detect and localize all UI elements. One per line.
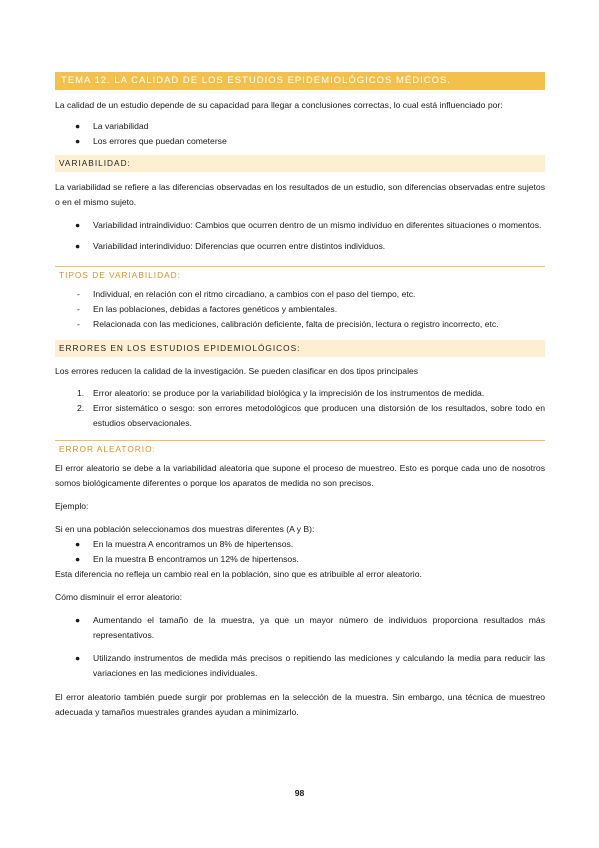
variabilidad-list <box>55 218 545 254</box>
como-list <box>55 613 545 681</box>
section-heading-variabilidad: VARIABILIDAD: <box>55 155 545 172</box>
intro-paragraph: La calidad de un estudio depende de su capacidad para llegar a conclusiones correctas, lo cual está influenciado por: <box>55 100 503 110</box>
ejemplo-intro: Si en una población seleccionamos dos muestras diferentes (A y B): <box>55 524 315 534</box>
list-item: ● Variabilidad intraindividuo: Cambios que ocurren dentro de un mismo individuo en diferentes situaciones o momentos. <box>75 220 542 230</box>
ejemplo-list <box>55 537 545 567</box>
ejemplo-label: Ejemplo: <box>55 501 89 511</box>
closing-paragraph: El error aleatorio también puede surgir por problemas en la selección de la muestra. Sin embargo, una técnica de muestreo adecuada y tamaños muestrales grandes ayudan a minimizarlo. <box>55 692 545 717</box>
variabilidad-paragraph: La variabilidad se refiere a las diferencias observadas en los resultados de un estudio, son diferencias observadas entre sujetos o en el mismo sujeto. <box>55 182 545 207</box>
section-heading-aleatorio: ERROR ALEATORIO: <box>59 444 156 454</box>
list-item: - Relacionada con las mediciones, calibración deficiente, falta de precisión, lectura o registro incorrecto, etc. <box>77 319 499 329</box>
list-item: - En las poblaciones, debidas a factores genéticos y ambientales. <box>77 304 338 314</box>
list-item: - Individual, en relación con el ritmo circadiano, a cambios con el paso del tiempo, etc. <box>77 289 416 299</box>
list-item: ● La variabilidad <box>75 121 149 131</box>
tipos-list <box>55 287 545 332</box>
list-item: 2. Error sistemático o sesgo: son errores metodológicos que producen una distorsión de los resultados, sobre todo en estudios observacionales. <box>77 403 545 428</box>
list-item: ● Utilizando instrumentos de medida más precisos o repitiendo las mediciones y calculando la media para reducir las variaciones en las mediciones individuales. <box>75 653 545 678</box>
como-label: Cómo disminuir el error aleatorio: <box>55 592 183 602</box>
ejemplo-conclusion: Esta diferencia no refleja un cambio real en la población, sino que es atribuible al error aleatorio. <box>55 569 422 579</box>
chapter-title: TEMA 12. LA CALIDAD DE LOS ESTUDIOS EPIDEMIOLÓGICOS MÉDICOS. <box>55 72 545 90</box>
list-item: ● En la muestra B encontramos un 12% de hipertensos. <box>75 554 299 564</box>
section-heading-tipos: TIPOS DE VARIABILIDAD: <box>59 270 181 280</box>
list-item: ● En la muestra A encontramos un 8% de hipertensos. <box>75 539 294 549</box>
list-item: 1. Error aleatorio: se produce por la variabilidad biológica y la imprecisión de los instrumentos de medida. <box>77 388 485 398</box>
document-page <box>55 72 545 720</box>
list-item: ● Aumentando el tamaño de la muestra, ya que un mayor número de individuos proporciona resultados más representativos. <box>75 615 545 640</box>
errores-list <box>55 386 545 431</box>
list-item: ● Los errores que puedan cometerse <box>75 136 227 146</box>
list-item: ● Variabilidad interindividuo: Diferencias que ocurren entre distintos individuos. <box>75 241 386 251</box>
section-heading-errores: ERRORES EN LOS ESTUDIOS EPIDEMIOLÓGICOS: <box>55 340 545 357</box>
intro-list <box>55 119 545 149</box>
page-number: 98 <box>294 788 305 798</box>
errores-paragraph: Los errores reducen la calidad de la investigación. Se pueden clasificar en dos tipos principales <box>55 366 419 376</box>
aleatorio-paragraph: El error aleatorio se debe a la variabilidad aleatoria que supone el proceso de muestreo. Esto es porque cada uno de nosotros somos biológicamente diferentes o porque los aparatos de medida no son precisos. <box>55 463 545 488</box>
